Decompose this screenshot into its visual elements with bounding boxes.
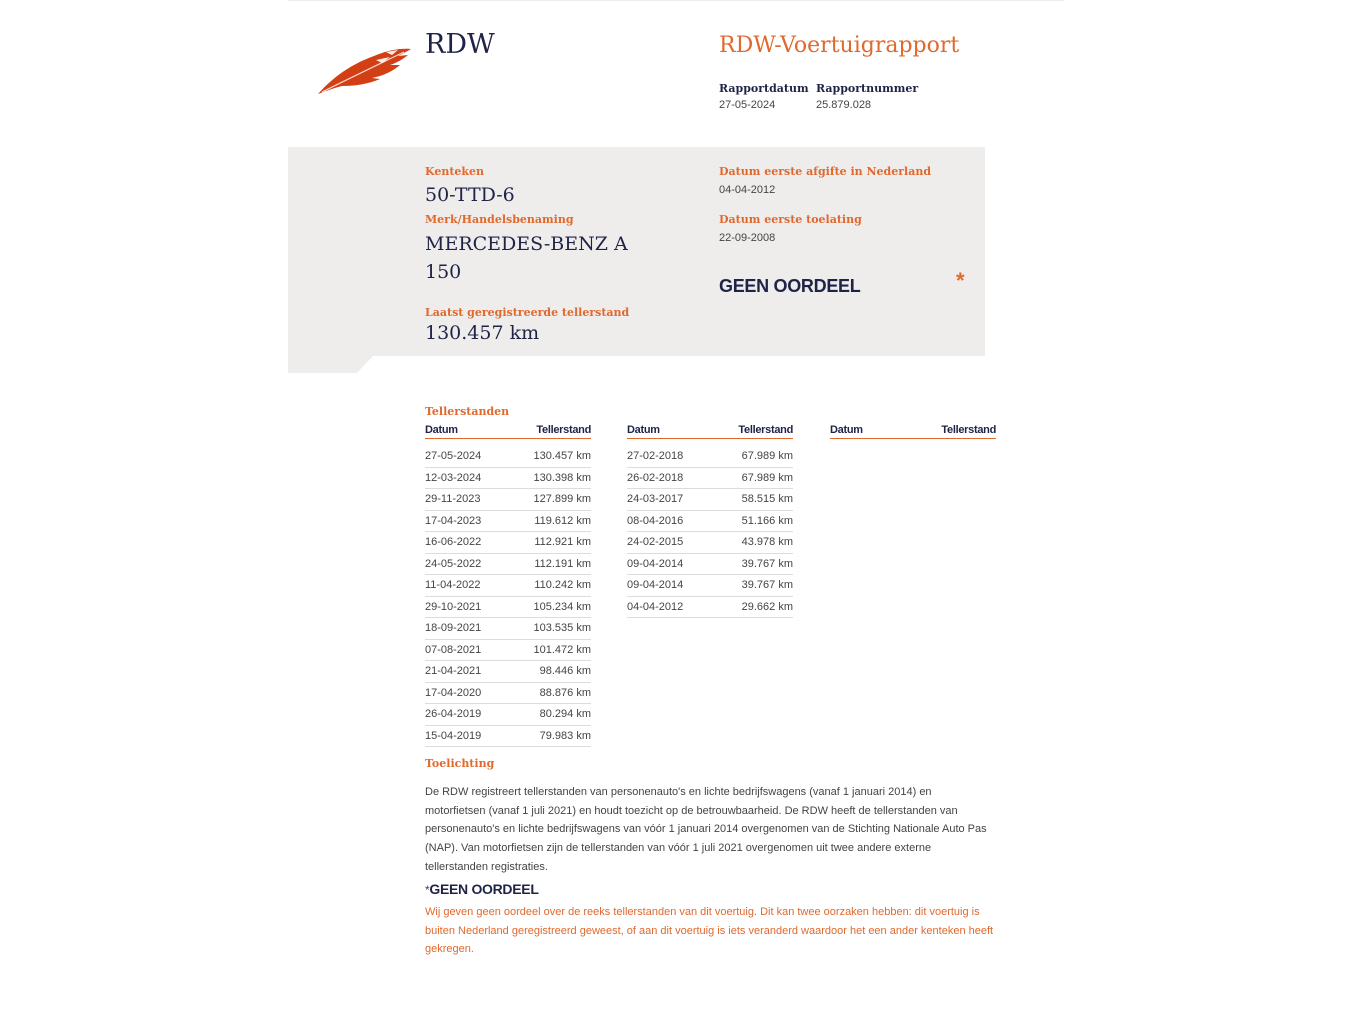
readings-column-header bbox=[425, 424, 591, 439]
date-header: Datum bbox=[830, 424, 863, 436]
org-name: RDW bbox=[425, 29, 495, 60]
reading-value: 67.989 km bbox=[741, 471, 793, 484]
reading-value: 105.234 km bbox=[533, 600, 591, 613]
reading-date: 12-03-2024 bbox=[425, 471, 482, 484]
report-date-label: Rapportdatum bbox=[719, 82, 809, 95]
table-row bbox=[425, 489, 591, 511]
readings-column-2 bbox=[627, 424, 793, 618]
first-nl-label: Datum eerste afgifte in Nederland bbox=[719, 165, 932, 178]
brand-label: Merk/Handelsbenaming bbox=[425, 213, 574, 226]
reading-value: 67.989 km bbox=[741, 450, 793, 462]
brand-value-line2: 150 bbox=[425, 261, 462, 283]
reading-value: 39.767 km bbox=[741, 579, 793, 591]
table-row bbox=[425, 640, 591, 662]
reading-date: 24-03-2017 bbox=[627, 493, 684, 505]
report-number-label: Rapportnummer bbox=[816, 82, 919, 95]
note-heading bbox=[425, 881, 539, 897]
reading-value: 51.166 km bbox=[741, 514, 793, 527]
plate-value: 50-TTD-6 bbox=[425, 184, 515, 206]
rdw-feather-logo-icon bbox=[316, 46, 412, 96]
readings-column-1 bbox=[425, 424, 591, 747]
first-nl-value: 04-04-2012 bbox=[719, 184, 776, 196]
reading-date: 08-04-2016 bbox=[627, 514, 684, 527]
table-row bbox=[627, 511, 793, 533]
reading-value: 29.662 km bbox=[741, 600, 793, 613]
readings-column-3 bbox=[830, 424, 996, 446]
reading-value: 98.446 km bbox=[539, 665, 591, 677]
table-row bbox=[425, 661, 591, 683]
report-number: 25.879.028 bbox=[816, 99, 872, 111]
reading-date: 16-06-2022 bbox=[425, 536, 482, 548]
reading-value: 88.876 km bbox=[539, 686, 591, 699]
reading-value: 119.612 km bbox=[534, 514, 591, 527]
reading-date: 18-09-2021 bbox=[425, 622, 482, 634]
table-row bbox=[425, 683, 591, 705]
table-row bbox=[627, 489, 793, 511]
date-header: Datum bbox=[425, 424, 458, 436]
top-divider bbox=[288, 0, 1064, 1]
reading-date: 24-05-2022 bbox=[425, 557, 482, 570]
table-row bbox=[627, 468, 793, 490]
first-admission-label: Datum eerste toelating bbox=[719, 213, 862, 226]
report-title: RDW-Voertuigrapport bbox=[719, 33, 960, 58]
reading-date: 21-04-2021 bbox=[425, 665, 482, 677]
table-row bbox=[425, 446, 591, 468]
table-row bbox=[425, 575, 591, 597]
verdict-asterisk: * bbox=[956, 268, 965, 293]
explanation-text: De RDW registreert tellerstanden van personenauto's en lichte bedrijfswagens (vanaf 1 januari 2014) en motorfietsen (vanaf 1 juli 2021) en houdt toezicht op de betrouwbaarheid. De RDW heeft de tellerstanden van personenauto's en lichte bedrijfswagens van vóór 1 januari 2014 overgenomen van de Stichting Nationale Auto Pas (NAP). Van motorfietsen zijn de tellerstanden van vóór 1 juli 2021 overgenomen uit twee andere externe tellerstanden registraties. bbox=[425, 786, 987, 873]
readings-title: Tellerstanden bbox=[425, 405, 510, 418]
reading-date: 27-05-2024 bbox=[425, 450, 482, 462]
reading-date: 09-04-2014 bbox=[627, 557, 684, 570]
reading-value: 110.242 km bbox=[534, 579, 591, 591]
note-text: Wij geven geen oordeel over de reeks tellerstanden van dit voertuig. Dit kan twee oorzaken hebben: dit voertuig is buiten Nederland geregistreerd geweest, of aan dit voertuig is iets veranderd waardoor het een ander kenteken heeft gekregen. bbox=[425, 906, 994, 956]
reading-value: 80.294 km bbox=[539, 708, 591, 720]
reading-date: 04-04-2012 bbox=[627, 600, 684, 613]
brand-value-line1: MERCEDES-BENZ A bbox=[425, 233, 628, 255]
reading-value: 127.899 km bbox=[533, 493, 591, 505]
table-row bbox=[627, 597, 793, 619]
table-row bbox=[425, 618, 591, 640]
readings-column-header bbox=[830, 424, 996, 439]
reading-value: 79.983 km bbox=[539, 729, 591, 742]
odometer-value: 130.457 km bbox=[425, 322, 540, 344]
note-marker: * bbox=[425, 883, 430, 897]
reading-date: 09-04-2014 bbox=[627, 579, 684, 591]
date-header: Datum bbox=[627, 424, 660, 436]
first-admission-value: 22-09-2008 bbox=[719, 232, 776, 244]
reading-value: 58.515 km bbox=[741, 493, 793, 505]
table-row bbox=[627, 554, 793, 576]
odometer-label: Laatst geregistreerde tellerstand bbox=[425, 306, 630, 319]
verdict: GEEN OORDEEL bbox=[719, 276, 861, 296]
reading-value: 39.767 km bbox=[741, 557, 793, 570]
reading-date: 15-04-2019 bbox=[425, 729, 482, 742]
summary-panel-tab bbox=[288, 355, 374, 373]
reading-date: 07-08-2021 bbox=[425, 643, 482, 656]
reading-value: 103.535 km bbox=[533, 622, 591, 634]
table-row bbox=[425, 554, 591, 576]
table-row bbox=[627, 446, 793, 468]
reading-date: 17-04-2020 bbox=[425, 686, 482, 699]
plate-label: Kenteken bbox=[425, 165, 485, 178]
value-header: Tellerstand bbox=[941, 424, 996, 436]
reading-date: 29-11-2023 bbox=[425, 493, 481, 505]
table-row bbox=[425, 532, 591, 554]
reading-value: 112.191 km bbox=[534, 557, 591, 570]
table-row bbox=[425, 726, 591, 748]
reading-value: 112.921 km bbox=[534, 536, 591, 548]
reading-value: 130.457 km bbox=[533, 450, 591, 462]
reading-date: 17-04-2023 bbox=[425, 514, 482, 527]
table-row bbox=[425, 511, 591, 533]
reading-value: 43.978 km bbox=[741, 536, 793, 548]
summary-panel bbox=[288, 147, 985, 356]
report-date: 27-05-2024 bbox=[719, 99, 776, 111]
reading-date: 26-04-2019 bbox=[425, 708, 482, 720]
reading-date: 29-10-2021 bbox=[425, 600, 482, 613]
reading-date: 26-02-2018 bbox=[627, 471, 684, 484]
reading-value: 101.472 km bbox=[533, 643, 591, 656]
reading-date: 27-02-2018 bbox=[627, 450, 684, 462]
value-header: Tellerstand bbox=[536, 424, 591, 436]
readings-column-header bbox=[627, 424, 793, 439]
explanation-title: Toelichting bbox=[425, 757, 495, 770]
table-row bbox=[627, 575, 793, 597]
table-row bbox=[425, 468, 591, 490]
reading-date: 24-02-2015 bbox=[627, 536, 684, 548]
value-header: Tellerstand bbox=[738, 424, 793, 436]
table-row bbox=[425, 704, 591, 726]
reading-value: 130.398 km bbox=[533, 471, 591, 484]
reading-date: 11-04-2022 bbox=[425, 579, 481, 591]
table-row bbox=[627, 532, 793, 554]
table-row bbox=[425, 597, 591, 619]
note-title: GEEN OORDEEL bbox=[429, 881, 539, 897]
